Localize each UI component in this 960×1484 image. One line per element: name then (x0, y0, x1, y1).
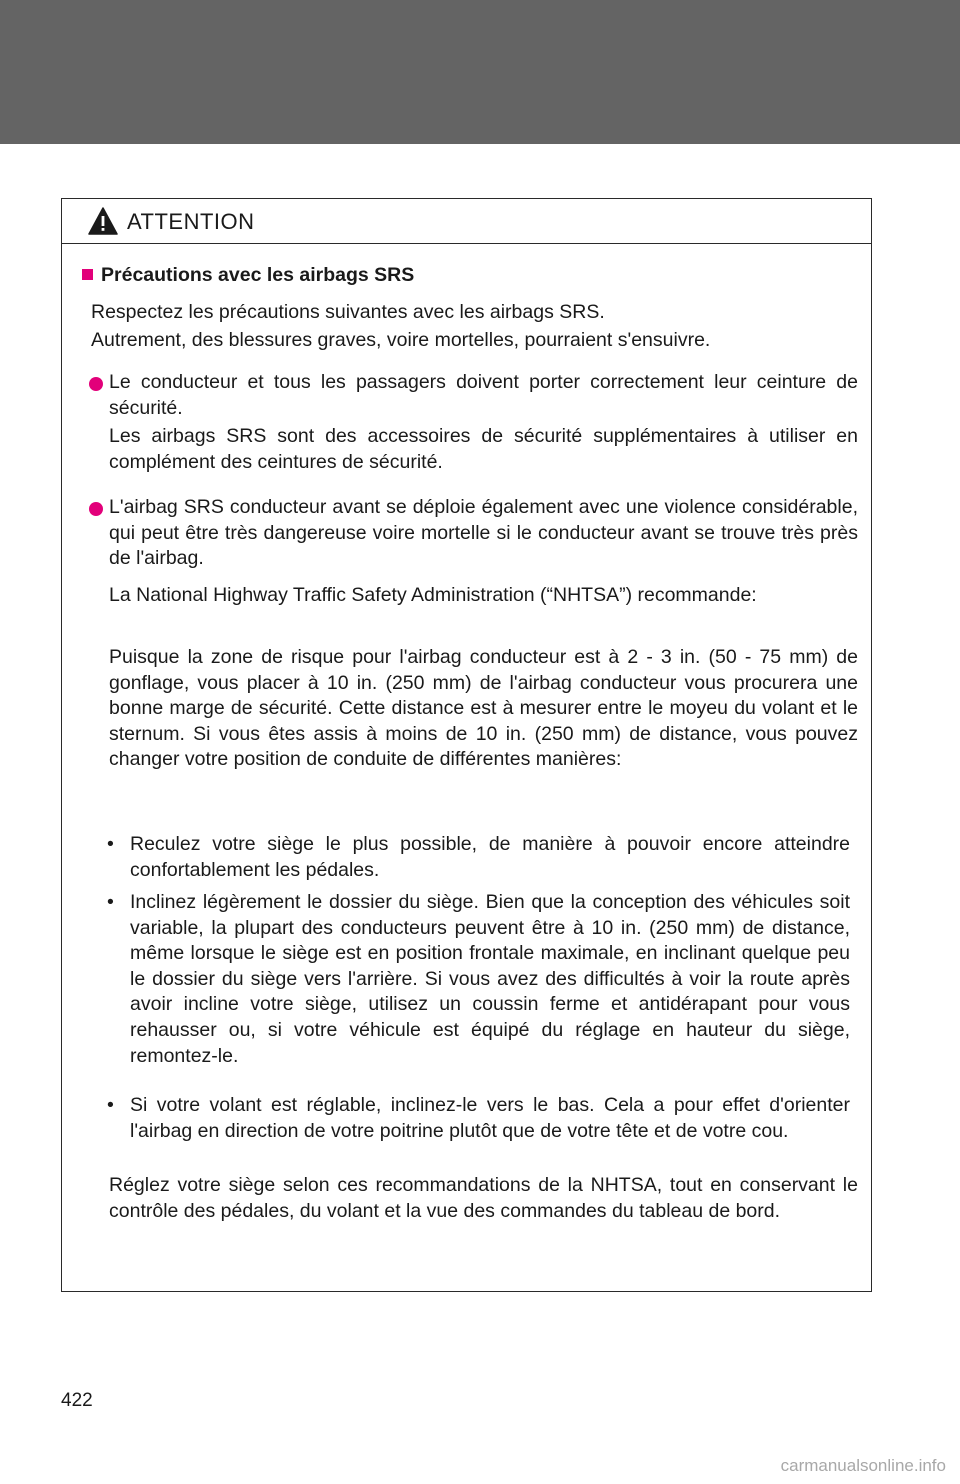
attention-header (62, 199, 871, 244)
watermark: carmanualsonline.info (780, 1456, 946, 1475)
attention-box (61, 198, 872, 1292)
square-bullet-icon (82, 269, 93, 280)
section-heading (82, 263, 414, 289)
page-number: 422 (61, 1390, 93, 1411)
circle-bullet-icon (89, 502, 103, 516)
warning-triangle-icon (88, 207, 118, 235)
item1-line1: Le conducteur et tous les passagers doivent porter correctement leur ceinture de sécurité. (109, 371, 858, 419)
header-band (0, 0, 960, 144)
bullet-item-2: Inclinez légèrement le dossier du siège. Bien que la conception des véhicules soit variable, la plupart des conducteurs peuvent être à 10 in. (250 mm) de distance, même lorsque le siège est en position frontale maximale, en inclinant quelque peu le dossier du siège vers l'arrière. Si vous avez des difficultés à voir la route après avoir incline votre siège, utilisez un coussin ferme et antidérapant pour vous rehausser ou, si votre véhicule est équipé du réglage en hauteur du siège, remontez-le. (130, 891, 850, 1067)
intro-line-2: Autrement, des blessures graves, voire mortelles, pourraient s'ensuivre. (91, 329, 711, 351)
bullet-item-1: Reculez votre siège le plus possible, de manière à pouvoir encore atteindre confortablement les pédales. (130, 833, 850, 881)
closing-paragraph: Réglez votre siège selon ces recommandations de la NHTSA, tout en conservant le contrôle des pédales, du volant et la vue des commandes du tableau de bord. (109, 1174, 858, 1222)
list-bullet: • (107, 833, 114, 855)
bullet-item-3: Si votre volant est réglable, inclinez-le vers le bas. Cela a pour effet d'orienter l'airbag en direction de votre poitrine plutôt que de votre tête et de votre cou. (130, 1094, 850, 1142)
item2-line1: L'airbag SRS conducteur avant se déploie également avec une violence considérable, qui peut être très dangereuse voire mortelle si le conducteur avant se trouve très près de l'airbag. (109, 496, 858, 570)
item2-line2: La National Highway Traffic Safety Administration (“NHTSA”) recommande: (109, 584, 757, 606)
list-bullet: • (107, 891, 114, 913)
intro-line-1: Respectez les précautions suivantes avec les airbags SRS. (91, 301, 605, 323)
item2-paragraph: Puisque la zone de risque pour l'airbag conducteur est à 2 - 3 in. (50 - 75 mm) de gonflage, vous placer à 10 in. (250 mm) de l'airbag conducteur vous procurera une bonne marge de sécurité. Cette distance est à mesurer entre le moyeu du volant et le sternum. Si vous êtes assis à moins de 10 in. (250 mm) de distance, vous pouvez changer votre position de conduite de différentes manières: (109, 646, 858, 771)
circle-bullet-icon (89, 377, 103, 391)
item1-line2: Les airbags SRS sont des accessoires de sécurité supplémentaires à utiliser en complément des ceintures de sécurité. (109, 425, 858, 473)
attention-title: ATTENTION (127, 209, 255, 234)
section-heading-text: Précautions avec les airbags SRS (101, 264, 415, 286)
list-bullet: • (107, 1094, 114, 1116)
